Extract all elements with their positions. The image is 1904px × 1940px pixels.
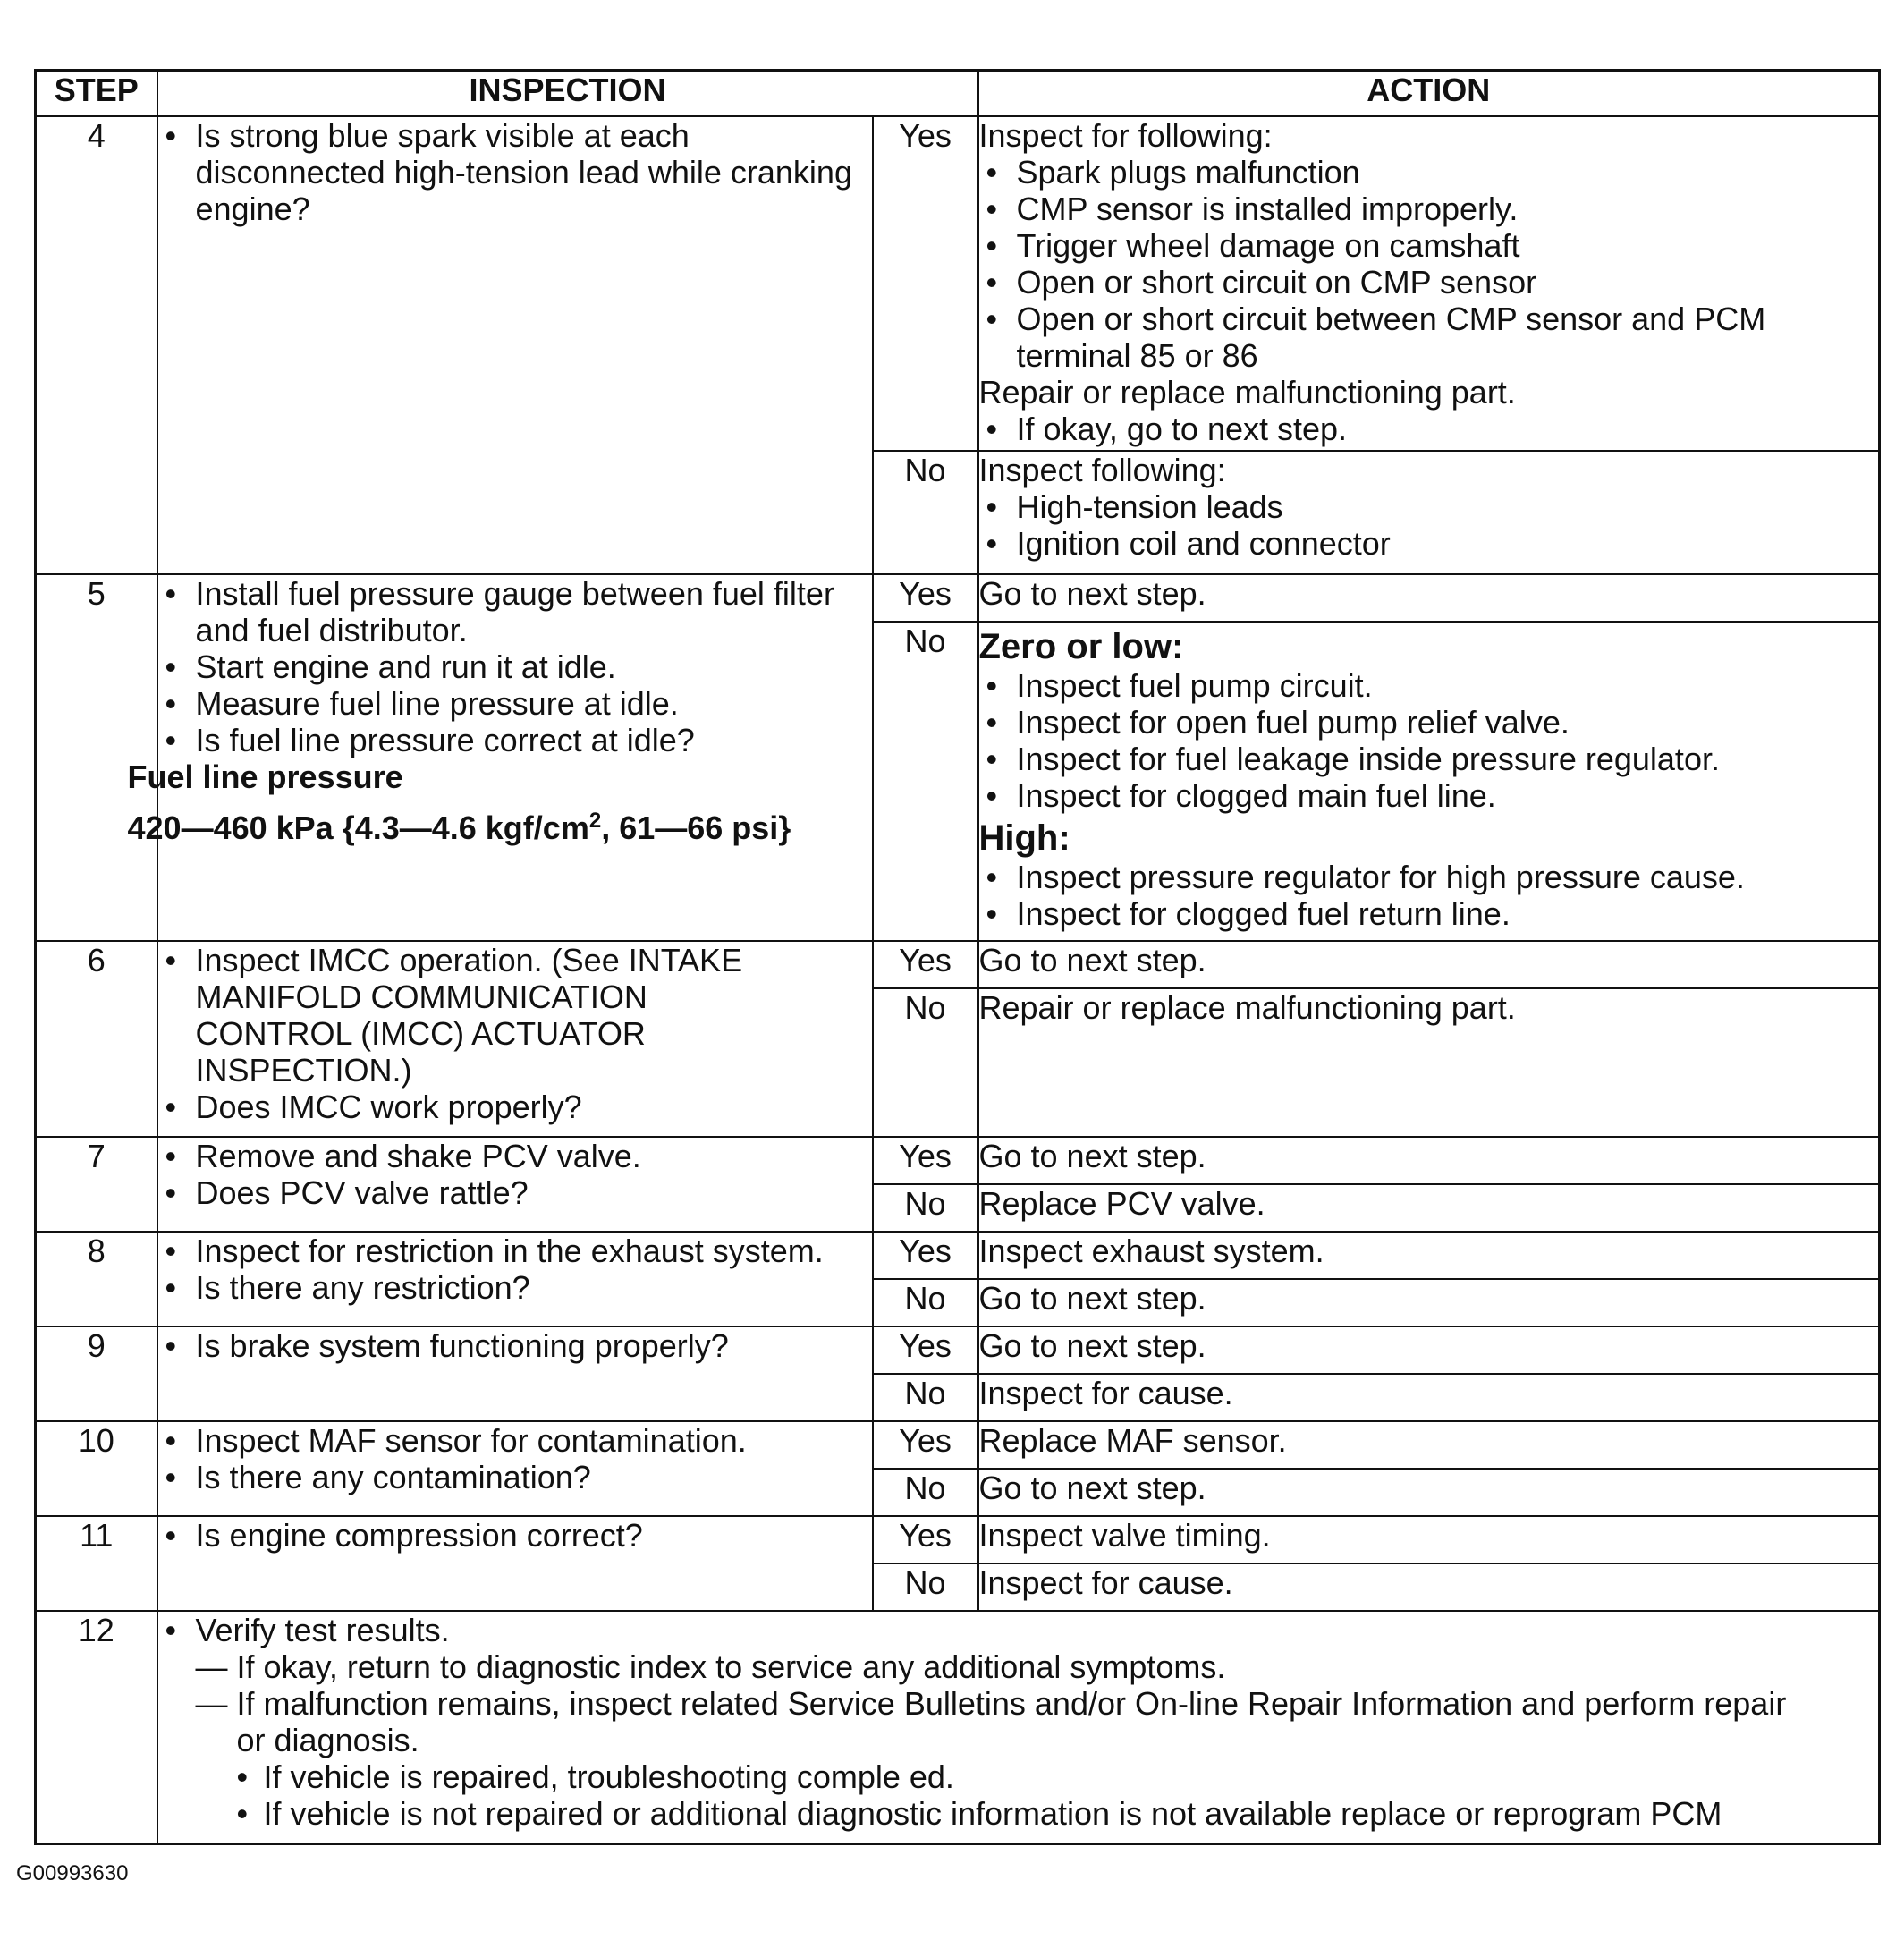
action-item: • Inspect for clogged main fuel line. [979, 777, 1879, 814]
action-text: Go to next step. [978, 941, 1880, 988]
step-12-row [36, 1611, 1880, 1843]
action-text: Replace PCV valve. [978, 1184, 1880, 1232]
action-text: Repair or replace malfunctioning part. [978, 374, 1516, 411]
action-item: • Inspect pressure regulator for high pressure cause. [979, 859, 1879, 895]
step-number: 9 [36, 1326, 157, 1421]
step-10-yes-row [36, 1421, 1880, 1469]
spec-value-b: , 61—66 psi} [601, 809, 791, 846]
action-text: Go to next step. [978, 1326, 1880, 1374]
inspection-item: • Inspect for restriction in the exhaust system. [158, 1233, 872, 1269]
action-item: • Open or short circuit between CMP sensor and PCM terminal 85 or 86 [979, 301, 1879, 374]
action-text: Replace MAF sensor. [978, 1421, 1880, 1469]
answer-yes: Yes [873, 1516, 978, 1563]
answer-no: No [873, 1184, 978, 1232]
condition-heading: High: [978, 818, 1070, 858]
inspection-item: • Does PCV valve rattle? [158, 1174, 872, 1211]
header-row [36, 71, 1880, 117]
answer-yes: Yes [873, 116, 978, 451]
action-text: Repair or replace malfunctioning part. [978, 988, 1880, 1137]
action-text: Inspect for cause. [978, 1374, 1880, 1421]
action-cell [978, 116, 1880, 451]
action-item: • High-tension leads [979, 488, 1879, 525]
answer-no: No [873, 1279, 978, 1326]
spec-value-a: 420—460 kPa {4.3—4.6 kgf/cm [127, 809, 589, 846]
answer-no: No [873, 622, 978, 941]
step-number: 4 [36, 116, 157, 574]
inspection-cell [157, 1232, 873, 1326]
action-item: • Inspect for open fuel pump relief valve. [979, 704, 1879, 741]
spec-title: Fuel line pressure [127, 758, 403, 795]
answer-yes: Yes [873, 1137, 978, 1184]
dash-item: — If okay, return to diagnostic index to service any additional symptoms. [195, 1648, 1226, 1685]
inspection-item: • Is fuel line pressure correct at idle? [158, 722, 872, 758]
header-action: ACTION [978, 71, 1880, 117]
action-text: Go to next step. [978, 574, 1880, 622]
sub-item: • If vehicle is repaired, troubleshooting comple ed. [158, 1758, 1879, 1795]
step-number: 8 [36, 1232, 157, 1326]
action-cell [978, 622, 1880, 941]
inspection-cell [157, 941, 873, 1137]
action-text: Inspect valve timing. [978, 1516, 1880, 1563]
step-4-yes-row [36, 116, 1880, 451]
action-text: Inspect for following: [978, 117, 1273, 154]
answer-yes: Yes [873, 574, 978, 622]
inspection-item: • Measure fuel line pressure at idle. [158, 685, 872, 722]
inspection-item: • Is there any restriction? [158, 1269, 872, 1306]
diagnostic-table [34, 69, 1881, 1845]
inspection-cell [157, 1611, 1880, 1843]
answer-yes: Yes [873, 941, 978, 988]
inspection-item: • Is engine compression correct? [158, 1517, 872, 1554]
inspection-cell [157, 1516, 873, 1611]
answer-yes: Yes [873, 1326, 978, 1374]
answer-yes: Yes [873, 1421, 978, 1469]
condition-heading: Zero or low: [978, 627, 1184, 666]
answer-no: No [873, 1563, 978, 1611]
action-item: • Inspect for fuel leakage inside pressure regulator. [979, 741, 1879, 777]
answer-no: No [873, 1469, 978, 1516]
header-inspection: INSPECTION [157, 71, 978, 117]
inspection-item: • Is brake system functioning properly? [158, 1327, 872, 1364]
inspection-item: • Remove and shake PCV valve. [158, 1138, 872, 1174]
inspection-cell [157, 1326, 873, 1421]
action-item: • If okay, go to next step. [979, 411, 1879, 447]
step-8-yes-row [36, 1232, 1880, 1279]
sub-item: • If vehicle is not repaired or additional diagnostic information is not available replace or reprogram PCM [158, 1795, 1879, 1832]
action-text: Inspect following: [978, 452, 1226, 488]
action-text: Inspect exhaust system. [978, 1232, 1880, 1279]
step-number: 5 [36, 574, 157, 941]
action-text: Inspect for cause. [978, 1563, 1880, 1611]
spec-value-sup: 2 [588, 809, 602, 833]
dash-item-continued: or diagnosis. [236, 1722, 419, 1758]
action-item: • CMP sensor is installed improperly. [979, 191, 1879, 227]
step-5-yes-row [36, 574, 1880, 622]
action-item: • Inspect for clogged fuel return line. [979, 895, 1879, 932]
answer-no: No [873, 451, 978, 574]
step-number: 10 [36, 1421, 157, 1516]
answer-no: No [873, 1374, 978, 1421]
step-6-yes-row [36, 941, 1880, 988]
action-cell [978, 451, 1880, 574]
inspection-item: • Is there any contamination? [158, 1459, 872, 1495]
inspection-cell [157, 116, 873, 574]
action-text: Go to next step. [978, 1279, 1880, 1326]
action-text: Go to next step. [978, 1469, 1880, 1516]
dash-item: — If malfunction remains, inspect related Service Bulletins and/or On-line Repair Information and perform repair [195, 1685, 1787, 1722]
answer-yes: Yes [873, 1232, 978, 1279]
action-text: Go to next step. [978, 1137, 1880, 1184]
step-number: 12 [36, 1611, 157, 1843]
inspection-item: • Inspect IMCC operation. (See INTAKE MANIFOLD COMMUNICATION CONTROL (IMCC) ACTUATOR INSPECTION.) [158, 942, 872, 1089]
step-11-yes-row [36, 1516, 1880, 1563]
action-item: • Spark plugs malfunction [979, 154, 1879, 191]
action-item: • Trigger wheel damage on camshaft [979, 227, 1879, 264]
step-7-yes-row [36, 1137, 1880, 1184]
step-number: 7 [36, 1137, 157, 1232]
inspection-item: • Start engine and run it at idle. [158, 648, 872, 685]
inspection-item: • Inspect MAF sensor for contamination. [158, 1422, 872, 1459]
inspection-item: • Verify test results. [158, 1612, 1879, 1648]
inspection-item: • Is strong blue spark visible at each disconnected high-tension lead while cranking engine? [158, 117, 872, 227]
step-number: 6 [36, 941, 157, 1137]
inspection-item: • Install fuel pressure gauge between fuel filter and fuel distributor. [158, 575, 872, 648]
inspection-item: • Does IMCC work properly? [158, 1089, 872, 1125]
header-step: STEP [36, 71, 157, 117]
spec-value [128, 802, 872, 846]
action-item: • Open or short circuit on CMP sensor [979, 264, 1879, 301]
inspection-cell [157, 1421, 873, 1516]
action-item: • Ignition coil and connector [979, 525, 1879, 562]
figure-id: G00993630 [16, 1861, 129, 1885]
inspection-cell [157, 1137, 873, 1232]
step-9-yes-row [36, 1326, 1880, 1374]
inspection-cell [127, 574, 873, 941]
step-number: 11 [36, 1516, 157, 1611]
answer-no: No [873, 988, 978, 1137]
action-item: • Inspect fuel pump circuit. [979, 667, 1879, 704]
